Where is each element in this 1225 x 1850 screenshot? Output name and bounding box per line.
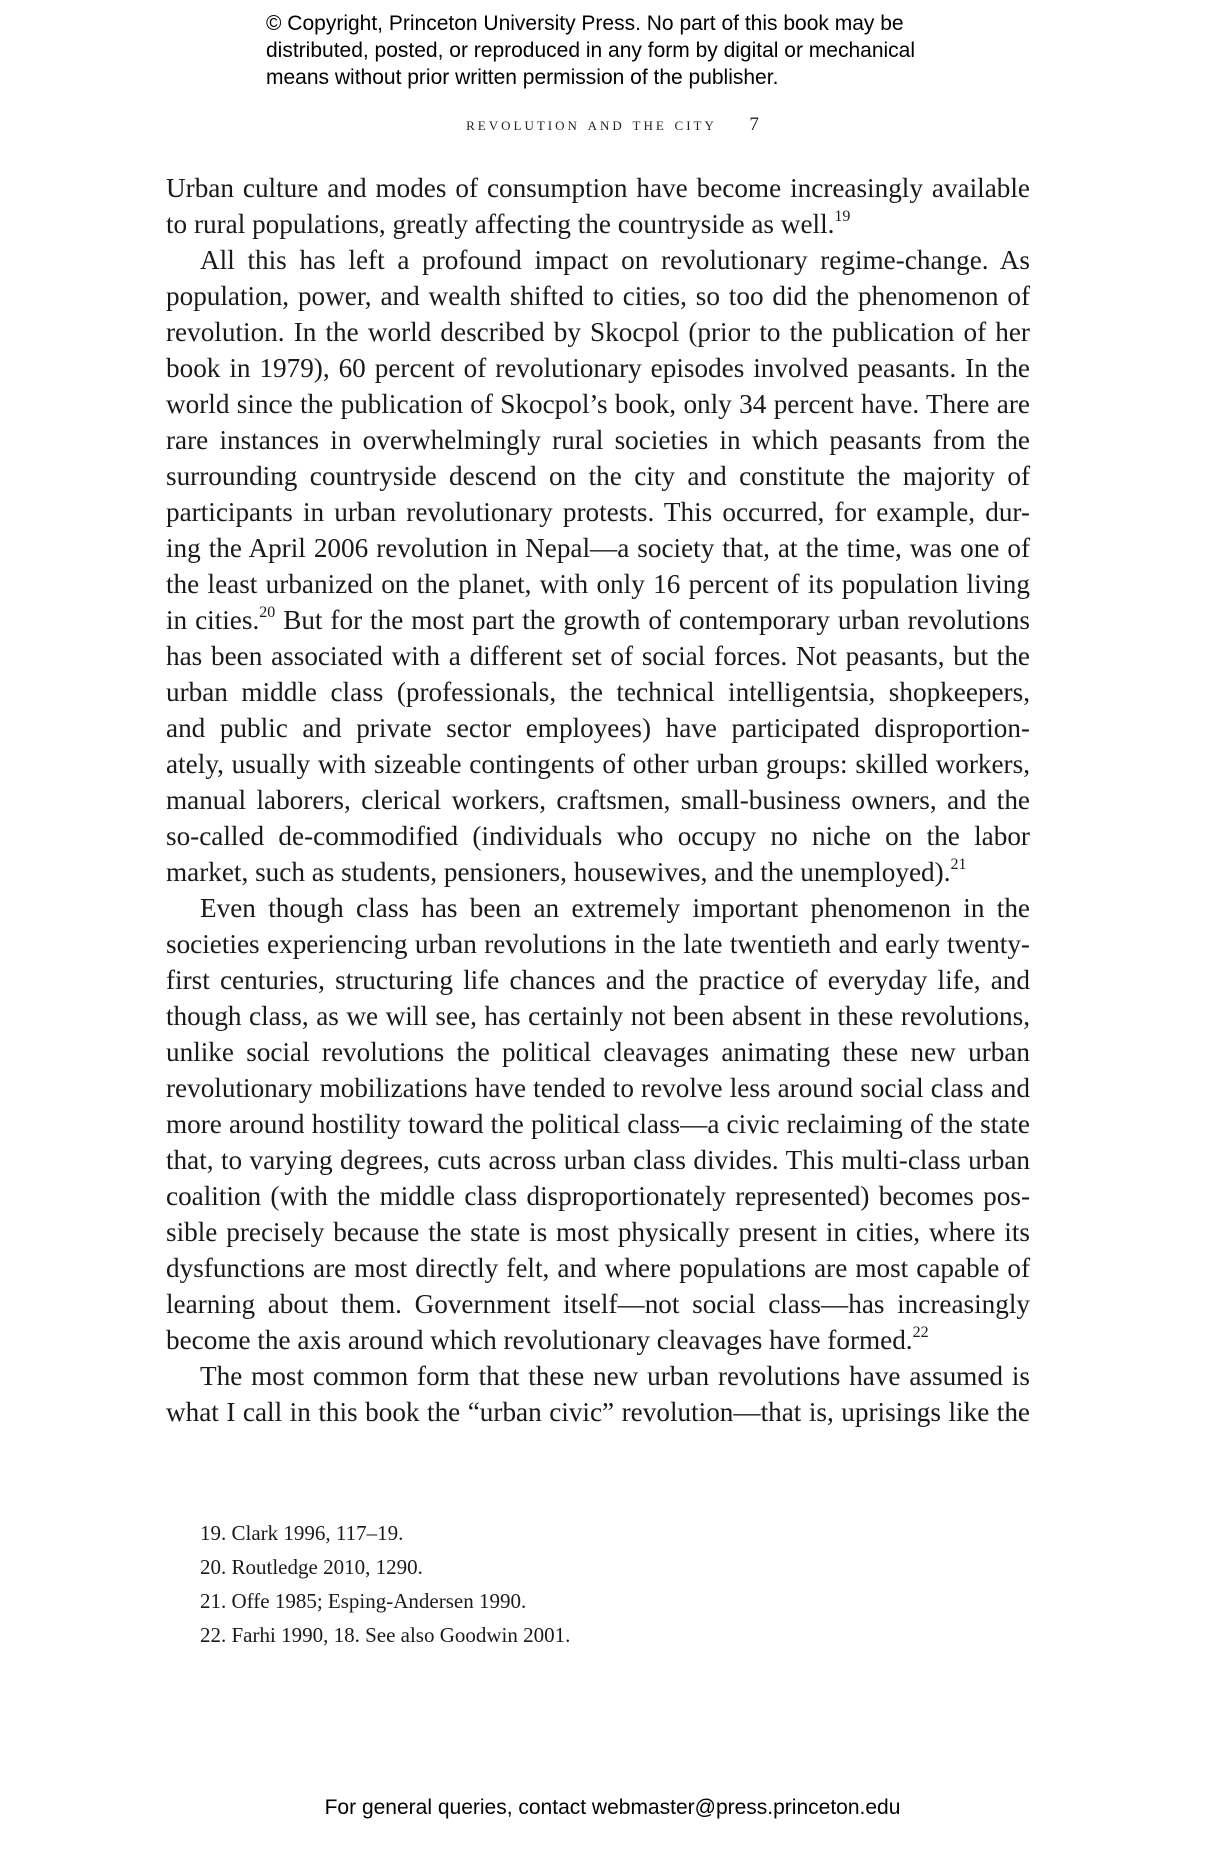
footnote: 20. Routledge 2010, 1290. — [200, 1555, 423, 1579]
text-line: world since the publication of Skocpol’s book, only 34 percent have. There are — [166, 389, 1030, 419]
text-line: ately, usually with sizeable contingents of other urban groups: skilled workers, — [166, 749, 1030, 779]
running-head — [0, 114, 1225, 136]
text-line: Even though class has been an extremely important phenomenon in the — [200, 893, 1030, 923]
footnote: 21. Offe 1985; Esping-Andersen 1990. — [200, 1589, 527, 1613]
running-head-title: revolution and the city — [466, 114, 717, 135]
copyright-line: distributed, posted, or reproduced in any form by digital or mechanical — [266, 39, 916, 62]
copyright-notice — [266, 10, 1026, 91]
footer-contact: For general queries, contact webmaster@press.princeton.edu — [324, 1796, 901, 1819]
text-line: the least urbanized on the planet, with only 16 percent of its population living — [166, 569, 1030, 599]
text-line: All this has left a profound impact on revolutionary regime-change. As — [200, 245, 1030, 275]
footnote-ref: 22 — [912, 1324, 929, 1341]
text-line: ing the April 2006 revolution in Nepal—a society that, at the time, was one of — [166, 533, 1030, 563]
text-line: Urban culture and modes of consumption have become increasingly available — [166, 173, 1030, 203]
text-fragment: But for the most part the growth of contemporary urban revolutions — [275, 605, 1030, 635]
text-fragment: to rural populations, greatly affecting the countryside as well. — [166, 209, 835, 239]
footnote: 19. Clark 1996, 117–19. — [200, 1521, 404, 1545]
footnote-ref: 20 — [259, 604, 276, 621]
text-line: revolution. In the world described by Skocpol (prior to the publication of her — [166, 317, 1030, 347]
text-line: population, power, and wealth shifted to cities, so too did the phenomenon of — [166, 281, 1030, 311]
text-line: rare instances in overwhelmingly rural societies in which peasants from the — [166, 425, 1030, 455]
body-text — [166, 170, 1030, 1430]
text-line: coalition (with the middle class disproportionately represented) becomes pos- — [166, 1181, 1030, 1211]
text-line: learning about them. Government itself—not social class—has increasingly — [166, 1289, 1030, 1319]
text-line — [166, 206, 1030, 242]
text-line: that, to varying degrees, cuts across urban class divides. This multi-class urban — [166, 1145, 1030, 1175]
footnote: 22. Farhi 1990, 18. See also Goodwin 2001. — [200, 1623, 571, 1647]
text-line: dysfunctions are most directly felt, and where populations are most capable of — [166, 1253, 1030, 1283]
text-line: urban middle class (professionals, the technical intelligentsia, shopkeepers, — [166, 677, 1030, 707]
text-line: sible precisely because the state is most physically present in cities, where its — [166, 1217, 1030, 1247]
text-fragment: in cities. — [166, 605, 260, 635]
copyright-line: means without prior written permission of the publisher. — [266, 66, 779, 89]
page-number: 7 — [749, 114, 759, 135]
text-line: first centuries, structuring life chances and the practice of everyday life, and — [166, 965, 1030, 995]
text-line: manual laborers, clerical workers, craftsmen, small-business owners, and the — [166, 785, 1030, 815]
text-line: unlike social revolutions the political cleavages animating these new urban — [166, 1037, 1030, 1067]
text-line: revolutionary mobilizations have tended to revolve less around social class and — [166, 1073, 1030, 1103]
text-fragment: become the axis around which revolutionary cleavages have formed. — [166, 1325, 913, 1355]
footnotes — [200, 1516, 1000, 1652]
text-line: participants in urban revolutionary protests. This occurred, for example, dur- — [166, 497, 1030, 527]
text-line: what I call in this book the “urban civic” revolution—that is, uprisings like the — [166, 1397, 1030, 1427]
text-line: more around hostility toward the political class—a civic reclaiming of the state — [166, 1109, 1030, 1139]
copyright-line: © Copyright, Princeton University Press. No part of this book may be — [266, 12, 904, 35]
text-line: societies experiencing urban revolutions in the late twentieth and early twenty- — [166, 929, 1030, 959]
text-fragment: market, such as students, pensioners, housewives, and the unemployed). — [166, 857, 951, 887]
text-line: so-called de-commodified (individuals who occupy no niche on the labor — [166, 821, 1030, 851]
footnote-ref: 21 — [950, 856, 967, 873]
text-line — [166, 854, 1030, 890]
text-line — [166, 1322, 1030, 1358]
text-line: book in 1979), 60 percent of revolutionary episodes involved peasants. In the — [166, 353, 1030, 383]
text-line: The most common form that these new urban revolutions have assumed is — [200, 1361, 1030, 1391]
footnote-ref: 19 — [834, 208, 851, 225]
text-line: and public and private sector employees) have participated disproportion- — [166, 713, 1030, 743]
text-line: surrounding countryside descend on the city and constitute the majority of — [166, 461, 1030, 491]
text-line — [166, 602, 1030, 638]
text-line: has been associated with a different set of social forces. Not peasants, but the — [166, 641, 1030, 671]
text-line: though class, as we will see, has certainly not been absent in these revolutions, — [166, 1001, 1030, 1031]
